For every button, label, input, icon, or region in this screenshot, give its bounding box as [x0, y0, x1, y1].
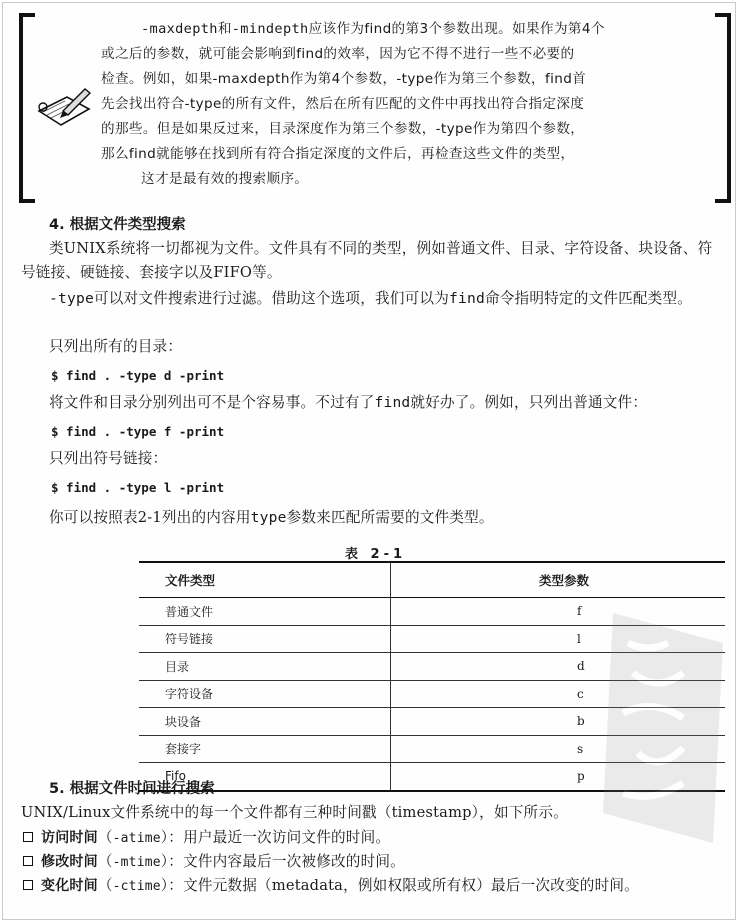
tip-line3: 检查。例如，如果-maxdepth作为第4个参数，-type作为第三个参数，find首: [101, 71, 587, 87]
section4-para1: 类UNIX系统将一切都视为文件。文件具有不同的类型，例如普通文件、目录、字符设备、块设备、符号链接、硬链接、套接字以及FIFO等。: [21, 240, 713, 281]
section5-para: UNIX/Linux文件系统中的每一个文件都有三种时间戳（timestamp），如下所示。: [21, 804, 568, 821]
header-type-param: 类型参数: [391, 562, 726, 598]
table-header-row: [139, 562, 725, 598]
para2-text-a: 可以对文件搜索进行过滤。借助这个选项，我们可以为: [93, 290, 449, 307]
tip-line4: 先会找出符合-type的所有文件，然后在所有匹配的文件中再找出符合指定深度: [101, 96, 585, 112]
separate-text-a: 将文件和目录分别列出可不是个容易事。不过有了: [49, 394, 375, 411]
list-item: [21, 850, 731, 874]
separate-find: find: [374, 394, 411, 411]
table-intro: [21, 506, 727, 530]
bullet-paren: （: [97, 853, 113, 870]
cell-param: l: [391, 625, 726, 653]
book-page: [2, 2, 736, 920]
square-bullet-icon: [23, 880, 33, 890]
bullet-paren: （: [97, 829, 113, 846]
bullet-option: -atime: [112, 831, 161, 846]
list-item: [21, 826, 731, 850]
section4-heading: 4. 根据文件类型搜索: [49, 217, 186, 233]
cell-param: f: [391, 598, 726, 626]
cell-type: 符号链接: [139, 625, 391, 653]
code-find-links: $ find . -type l -print: [51, 480, 225, 495]
separate-text-b: 就好办了。例如，只列出普通文件：: [410, 394, 648, 411]
cell-type: 字符设备: [139, 680, 391, 708]
bullet-paren: （: [97, 877, 113, 894]
tip-mindepth: -mindepth: [231, 21, 309, 37]
cell-param: d: [391, 653, 726, 681]
cell-type: Fifo: [139, 763, 391, 791]
type-option: -type: [49, 290, 94, 307]
code-find-dirs: $ find . -type d -print: [51, 368, 225, 383]
tip-line6: 那么find就能够在找到所有符合指定深度的文件后，再检查这些文件的类型，: [101, 146, 575, 162]
bullet-term: 访问时间: [41, 830, 98, 846]
section4-para2: [21, 287, 727, 311]
cell-type: 块设备: [139, 708, 391, 736]
code-find-files: $ find . -type f -print: [51, 424, 225, 439]
timestamp-list: [21, 826, 731, 898]
bullet-term: 修改时间: [41, 854, 98, 870]
find-command: find: [449, 290, 485, 307]
list-item: [21, 874, 731, 898]
tip-line5: 的那些。但是如果反过来，目录深度作为第三个参数，-type作为第四个参数，: [101, 121, 585, 137]
para2-text-b: 命令指明特定的文件匹配类型。: [484, 290, 693, 307]
table-intro-a: 你可以按照表2-1列出的内容用: [49, 509, 251, 526]
separate-text: [21, 391, 727, 415]
cell-type: 套接字: [139, 735, 391, 763]
cell-param: p: [391, 763, 726, 791]
table-caption: 表 2-1: [345, 547, 407, 562]
table-intro-type: type: [250, 509, 287, 526]
square-bullet-icon: [23, 832, 33, 842]
list-links-text: 只列出符号链接：: [49, 450, 168, 467]
square-bullet-icon: [23, 856, 33, 866]
bullet-option: -mtime: [112, 855, 161, 870]
list-dirs-text: 只列出所有的目录：: [49, 338, 183, 355]
tip-line7: 这才是最有效的搜索顺序。: [141, 171, 309, 187]
table-intro-b: 参数来匹配所需要的文件类型。: [286, 509, 494, 526]
cell-type: 普通文件: [139, 598, 391, 626]
tip-maxdepth: -maxdepth: [141, 21, 218, 37]
tip-line1: 应该作为find的第3个参数出现。如果作为第4个: [308, 21, 605, 37]
tip-line2: 或之后的参数，就可能会影响到find的效率，因为它不得不进行一些不必要的: [101, 46, 575, 62]
cell-param: c: [391, 680, 726, 708]
header-file-type: 文件类型: [139, 562, 391, 598]
tip-and: 和: [217, 21, 232, 37]
cell-param: s: [391, 735, 726, 763]
cell-param: b: [391, 708, 726, 736]
bullet-desc: ）：文件元数据（metadata，例如权限或所有权）最后一次改变的时间。: [160, 877, 639, 894]
tip-text: [101, 17, 701, 192]
cell-type: 目录: [139, 653, 391, 681]
bullet-term: 变化时间: [41, 878, 98, 894]
pencil-note-icon: [33, 81, 95, 131]
bullet-option: -ctime: [112, 879, 161, 894]
section5-heading: 5. 根据文件时间进行搜索: [49, 781, 215, 797]
tip-bracket-right: [715, 13, 731, 203]
bullet-desc: ）：文件内容最后一次被修改的时间。: [160, 853, 405, 870]
bullet-desc: ）：用户最近一次访问文件的时间。: [160, 829, 391, 846]
